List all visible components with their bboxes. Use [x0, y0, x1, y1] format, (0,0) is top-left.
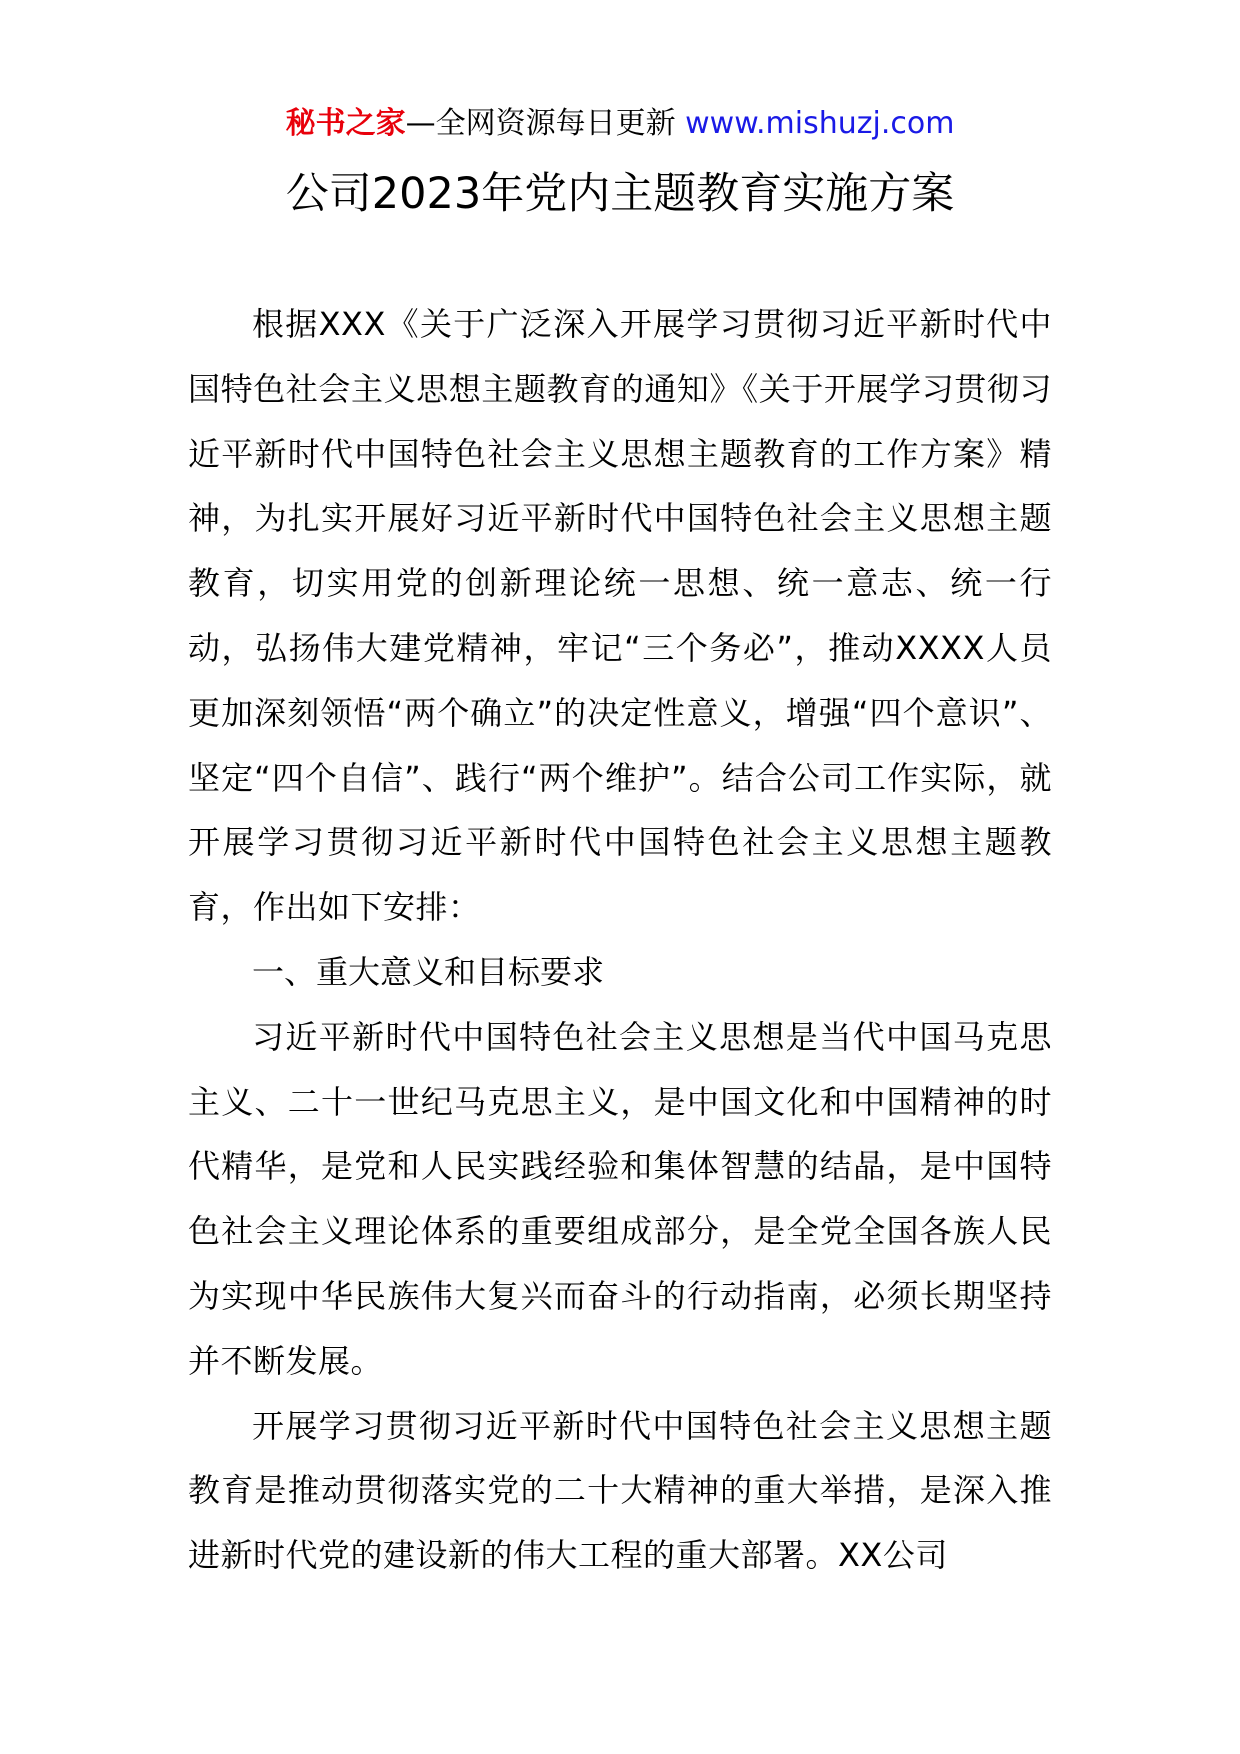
document-title: 公司2023年党内主题教育实施方案	[285, 169, 955, 219]
site-url-link[interactable]: www.mishuzj.com	[685, 106, 955, 141]
section-heading-1: 一、重大意义和目标要求	[252, 952, 605, 991]
paragraph-2: 习近平新时代中国特色社会主义思想是当代中国马克思主义、二十一世纪马克思主义，是中国文化和中国精神的时代精华，是党和人民实践经验和集体智慧的结晶，是中国特色社会主义理论体系的重要组成部分，是全党全国各族人民为实现中华民族伟大复兴而奋斗的行动指南，必须长期坚持并不断发展。	[188, 1017, 1052, 1380]
brand-name: 秘书之家	[285, 106, 406, 141]
site-header	[0, 104, 1240, 144]
document-body	[188, 292, 1052, 1588]
paragraph-intro: 根据XXX《关于广泛深入开展学习贯彻习近平新时代中国特色社会主义思想主题教育的通知》《关于开展学习贯彻习近平新时代中国特色社会主义思想主题教育的工作方案》精神，为扎实开展好习近平新时代中国特色社会主义思想主题教育，切实用党的创新理论统一思想、统一意志、统一行动，弘扬伟大建党精神，牢记“三个务必”，推动XXXX人员更加深刻领悟“两个确立”的决定性意义，增强“四个意识”、坚定“四个自信”、践行“两个维护”。结合公司工作实际，就开展学习贯彻习近平新时代中国特色社会主义思想主题教育，作出如下安排：	[188, 305, 1052, 927]
header-tagline: —全网资源每日更新	[405, 106, 686, 141]
paragraph-3: 开展学习贯彻习近平新时代中国特色社会主义思想主题教育是推动贯彻落实党的二十大精神的重大举措，是深入推进新时代党的建设新的伟大工程的重大部署。XX公司	[188, 1406, 1052, 1575]
